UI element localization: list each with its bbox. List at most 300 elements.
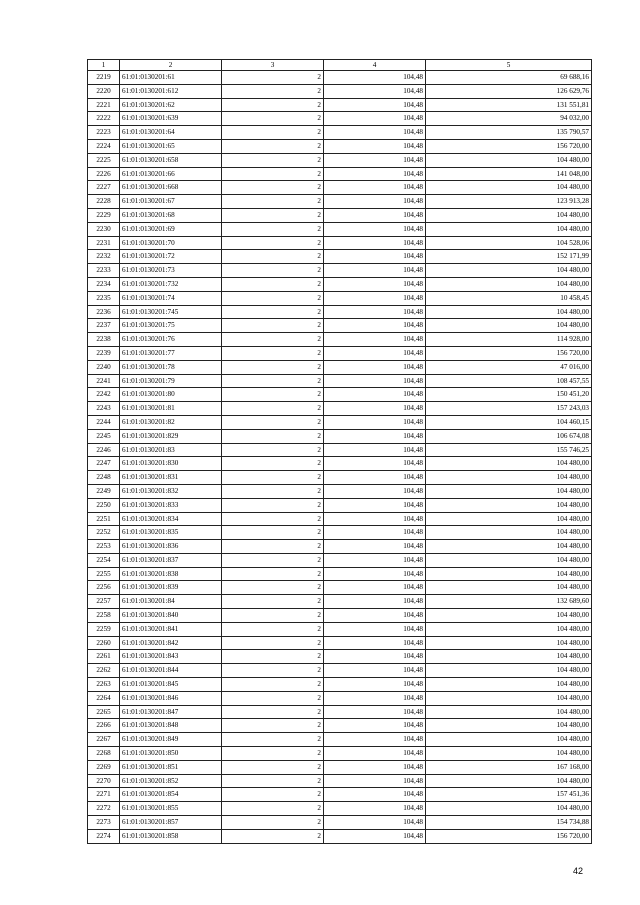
row-number-cell: 2230 [88,222,120,236]
table-row [88,526,592,540]
category-cell: 2 [222,526,324,540]
value-cell: 154 734,88 [426,816,592,830]
table-row [88,829,592,843]
row-number-cell: 2241 [88,374,120,388]
row-number-cell: 2273 [88,816,120,830]
cadastral-number-cell: 61:01:0130201:83 [120,443,222,457]
rate-cell: 104,48 [324,333,426,347]
table-row [88,333,592,347]
column-header-3: 3 [222,60,324,71]
cadastral-number-cell: 61:01:0130201:829 [120,429,222,443]
table-row [88,126,592,140]
value-cell: 104 480,00 [426,678,592,692]
cadastral-number-cell: 61:01:0130201:66 [120,167,222,181]
table-row [88,388,592,402]
rate-cell: 104,48 [324,402,426,416]
rate-cell: 104,48 [324,691,426,705]
row-number-cell: 2227 [88,181,120,195]
cadastral-number-cell: 61:01:0130201:64 [120,126,222,140]
table-row [88,139,592,153]
value-cell: 123 913,28 [426,195,592,209]
rate-cell: 104,48 [324,484,426,498]
row-number-cell: 2252 [88,526,120,540]
row-number-cell: 2247 [88,457,120,471]
row-number-cell: 2270 [88,774,120,788]
row-number-cell: 2274 [88,829,120,843]
category-cell: 2 [222,264,324,278]
rate-cell: 104,48 [324,374,426,388]
category-cell: 2 [222,567,324,581]
value-cell: 156 720,00 [426,139,592,153]
category-cell: 2 [222,98,324,112]
cadastral-number-cell: 61:01:0130201:842 [120,636,222,650]
category-cell: 2 [222,816,324,830]
cadastral-number-cell: 61:01:0130201:67 [120,195,222,209]
rate-cell: 104,48 [324,264,426,278]
cadastral-number-cell: 61:01:0130201:833 [120,498,222,512]
cadastral-number-cell: 61:01:0130201:732 [120,277,222,291]
table-row [88,346,592,360]
category-cell: 2 [222,664,324,678]
value-cell: 126 629,76 [426,84,592,98]
row-number-cell: 2235 [88,291,120,305]
cadastral-number-cell: 61:01:0130201:838 [120,567,222,581]
value-cell: 104 528,06 [426,236,592,250]
cadastral-number-cell: 61:01:0130201:831 [120,471,222,485]
table-row [88,636,592,650]
category-cell: 2 [222,139,324,153]
value-cell: 131 551,81 [426,98,592,112]
rate-cell: 104,48 [324,415,426,429]
row-number-cell: 2259 [88,622,120,636]
row-number-cell: 2248 [88,471,120,485]
cadastral-number-cell: 61:01:0130201:76 [120,333,222,347]
rate-cell: 104,48 [324,788,426,802]
value-cell: 104 480,00 [426,471,592,485]
row-number-cell: 2250 [88,498,120,512]
category-cell: 2 [222,636,324,650]
row-number-cell: 2243 [88,402,120,416]
table-row [88,471,592,485]
value-cell: 104 480,00 [426,457,592,471]
cadastral-number-cell: 61:01:0130201:830 [120,457,222,471]
value-cell: 152 171,99 [426,250,592,264]
table-header-row [88,60,592,71]
cadastral-number-cell: 61:01:0130201:847 [120,705,222,719]
category-cell: 2 [222,415,324,429]
rate-cell: 104,48 [324,719,426,733]
category-cell: 2 [222,305,324,319]
rate-cell: 104,48 [324,319,426,333]
value-cell: 104 480,00 [426,622,592,636]
table-row [88,222,592,236]
rate-cell: 104,48 [324,208,426,222]
cadastral-number-cell: 61:01:0130201:839 [120,581,222,595]
value-cell: 104 480,00 [426,484,592,498]
table-row [88,622,592,636]
category-cell: 2 [222,581,324,595]
data-table-container [87,59,591,844]
category-cell: 2 [222,457,324,471]
category-cell: 2 [222,402,324,416]
category-cell: 2 [222,319,324,333]
row-number-cell: 2225 [88,153,120,167]
value-cell: 104 480,00 [426,208,592,222]
cadastral-number-cell: 61:01:0130201:840 [120,609,222,623]
rate-cell: 104,48 [324,346,426,360]
rate-cell: 104,48 [324,181,426,195]
row-number-cell: 2258 [88,609,120,623]
rate-cell: 104,48 [324,747,426,761]
category-cell: 2 [222,360,324,374]
value-cell: 104 480,00 [426,609,592,623]
value-cell: 104 480,00 [426,181,592,195]
rate-cell: 104,48 [324,733,426,747]
value-cell: 69 688,16 [426,71,592,85]
cadastral-number-cell: 61:01:0130201:639 [120,112,222,126]
table-row [88,609,592,623]
cadastral-number-cell: 61:01:0130201:70 [120,236,222,250]
value-cell: 150 451,20 [426,388,592,402]
row-number-cell: 2234 [88,277,120,291]
value-cell: 104 480,00 [426,567,592,581]
cadastral-number-cell: 61:01:0130201:79 [120,374,222,388]
rate-cell: 104,48 [324,760,426,774]
cadastral-number-cell: 61:01:0130201:668 [120,181,222,195]
row-number-cell: 2242 [88,388,120,402]
row-number-cell: 2232 [88,250,120,264]
row-number-cell: 2221 [88,98,120,112]
rate-cell: 104,48 [324,457,426,471]
rate-cell: 104,48 [324,236,426,250]
row-number-cell: 2244 [88,415,120,429]
row-number-cell: 2260 [88,636,120,650]
rate-cell: 104,48 [324,126,426,140]
category-cell: 2 [222,388,324,402]
cadastral-number-cell: 61:01:0130201:61 [120,71,222,85]
table-row [88,484,592,498]
value-cell: 104 480,00 [426,636,592,650]
table-row [88,802,592,816]
category-cell: 2 [222,829,324,843]
category-cell: 2 [222,126,324,140]
row-number-cell: 2222 [88,112,120,126]
category-cell: 2 [222,733,324,747]
cadastral-number-cell: 61:01:0130201:81 [120,402,222,416]
cadastral-number-cell: 61:01:0130201:848 [120,719,222,733]
category-cell: 2 [222,443,324,457]
cadastral-number-cell: 61:01:0130201:65 [120,139,222,153]
row-number-cell: 2245 [88,429,120,443]
rate-cell: 104,48 [324,526,426,540]
value-cell: 104 480,00 [426,526,592,540]
value-cell: 94 032,00 [426,112,592,126]
value-cell: 104 480,00 [426,305,592,319]
row-number-cell: 2254 [88,553,120,567]
row-number-cell: 2251 [88,512,120,526]
rate-cell: 104,48 [324,636,426,650]
cadastral-number-cell: 61:01:0130201:834 [120,512,222,526]
rate-cell: 104,48 [324,388,426,402]
table-row [88,498,592,512]
row-number-cell: 2246 [88,443,120,457]
table-row [88,719,592,733]
value-cell: 132 689,60 [426,595,592,609]
table-row [88,236,592,250]
row-number-cell: 2239 [88,346,120,360]
cadastral-number-cell: 61:01:0130201:745 [120,305,222,319]
category-cell: 2 [222,71,324,85]
value-cell: 104 480,00 [426,581,592,595]
category-cell: 2 [222,195,324,209]
row-number-cell: 2223 [88,126,120,140]
rate-cell: 104,48 [324,471,426,485]
cadastral-number-cell: 61:01:0130201:84 [120,595,222,609]
row-number-cell: 2231 [88,236,120,250]
category-cell: 2 [222,471,324,485]
cadastral-number-cell: 61:01:0130201:852 [120,774,222,788]
cadastral-number-cell: 61:01:0130201:69 [120,222,222,236]
value-cell: 104 480,00 [426,802,592,816]
category-cell: 2 [222,609,324,623]
cadastral-number-cell: 61:01:0130201:837 [120,553,222,567]
value-cell: 104 480,00 [426,691,592,705]
rate-cell: 104,48 [324,650,426,664]
category-cell: 2 [222,802,324,816]
cadastral-number-cell: 61:01:0130201:843 [120,650,222,664]
table-row [88,402,592,416]
rate-cell: 104,48 [324,98,426,112]
column-header-4: 4 [324,60,426,71]
cadastral-number-cell: 61:01:0130201:836 [120,540,222,554]
value-cell: 157 243,03 [426,402,592,416]
rate-cell: 104,48 [324,802,426,816]
cadastral-number-cell: 61:01:0130201:658 [120,153,222,167]
row-number-cell: 2268 [88,747,120,761]
value-cell: 104 480,00 [426,222,592,236]
table-row [88,153,592,167]
category-cell: 2 [222,498,324,512]
row-number-cell: 2226 [88,167,120,181]
row-number-cell: 2267 [88,733,120,747]
rate-cell: 104,48 [324,84,426,98]
table-row [88,816,592,830]
category-cell: 2 [222,484,324,498]
rate-cell: 104,48 [324,816,426,830]
category-cell: 2 [222,719,324,733]
table-row [88,71,592,85]
category-cell: 2 [222,622,324,636]
cadastral-number-cell: 61:01:0130201:82 [120,415,222,429]
cadastral-number-cell: 61:01:0130201:68 [120,208,222,222]
category-cell: 2 [222,346,324,360]
cadastral-number-cell: 61:01:0130201:612 [120,84,222,98]
category-cell: 2 [222,747,324,761]
row-number-cell: 2228 [88,195,120,209]
rate-cell: 104,48 [324,250,426,264]
category-cell: 2 [222,167,324,181]
value-cell: 156 720,00 [426,346,592,360]
table-row [88,595,592,609]
table-row [88,457,592,471]
rate-cell: 104,48 [324,222,426,236]
value-cell: 104 480,00 [426,733,592,747]
category-cell: 2 [222,760,324,774]
row-number-cell: 2237 [88,319,120,333]
row-number-cell: 2264 [88,691,120,705]
row-number-cell: 2236 [88,305,120,319]
value-cell: 104 480,00 [426,719,592,733]
row-number-cell: 2229 [88,208,120,222]
value-cell: 104 480,00 [426,264,592,278]
value-cell: 104 480,00 [426,650,592,664]
rate-cell: 104,48 [324,622,426,636]
row-number-cell: 2233 [88,264,120,278]
table-row [88,250,592,264]
table-row [88,705,592,719]
rate-cell: 104,48 [324,139,426,153]
cadastral-number-cell: 61:01:0130201:846 [120,691,222,705]
category-cell: 2 [222,250,324,264]
cadastral-table [87,59,592,844]
rate-cell: 104,48 [324,705,426,719]
row-number-cell: 2219 [88,71,120,85]
table-row [88,195,592,209]
table-row [88,291,592,305]
table-row [88,760,592,774]
table-row [88,443,592,457]
cadastral-number-cell: 61:01:0130201:77 [120,346,222,360]
value-cell: 155 746,25 [426,443,592,457]
rate-cell: 104,48 [324,167,426,181]
rate-cell: 104,48 [324,678,426,692]
cadastral-number-cell: 61:01:0130201:854 [120,788,222,802]
table-row [88,84,592,98]
table-row [88,691,592,705]
table-row [88,277,592,291]
cadastral-number-cell: 61:01:0130201:62 [120,98,222,112]
row-number-cell: 2269 [88,760,120,774]
category-cell: 2 [222,277,324,291]
category-cell: 2 [222,705,324,719]
row-number-cell: 2262 [88,664,120,678]
value-cell: 104 480,00 [426,153,592,167]
value-cell: 157 451,36 [426,788,592,802]
cadastral-number-cell: 61:01:0130201:73 [120,264,222,278]
row-number-cell: 2240 [88,360,120,374]
table-row [88,374,592,388]
value-cell: 104 480,00 [426,553,592,567]
cadastral-number-cell: 61:01:0130201:835 [120,526,222,540]
table-row [88,664,592,678]
value-cell: 106 674,08 [426,429,592,443]
rate-cell: 104,48 [324,195,426,209]
rate-cell: 104,48 [324,291,426,305]
table-row [88,319,592,333]
category-cell: 2 [222,595,324,609]
table-row [88,181,592,195]
table-row [88,512,592,526]
table-row [88,678,592,692]
table-row [88,553,592,567]
value-cell: 104 480,00 [426,774,592,788]
cadastral-number-cell: 61:01:0130201:78 [120,360,222,374]
rate-cell: 104,48 [324,429,426,443]
value-cell: 104 480,00 [426,319,592,333]
table-row [88,540,592,554]
row-number-cell: 2261 [88,650,120,664]
rate-cell: 104,48 [324,71,426,85]
category-cell: 2 [222,429,324,443]
row-number-cell: 2271 [88,788,120,802]
table-row [88,112,592,126]
rate-cell: 104,48 [324,498,426,512]
rate-cell: 104,48 [324,112,426,126]
value-cell: 156 720,00 [426,829,592,843]
row-number-cell: 2238 [88,333,120,347]
category-cell: 2 [222,236,324,250]
category-cell: 2 [222,181,324,195]
rate-cell: 104,48 [324,774,426,788]
rate-cell: 104,48 [324,153,426,167]
column-header-5: 5 [426,60,592,71]
value-cell: 141 048,00 [426,167,592,181]
value-cell: 108 457,55 [426,374,592,388]
value-cell: 104 480,00 [426,277,592,291]
rate-cell: 104,48 [324,829,426,843]
value-cell: 47 016,00 [426,360,592,374]
table-row [88,567,592,581]
table-row [88,747,592,761]
value-cell: 167 168,00 [426,760,592,774]
cadastral-number-cell: 61:01:0130201:849 [120,733,222,747]
category-cell: 2 [222,208,324,222]
value-cell: 104 480,00 [426,747,592,761]
cadastral-number-cell: 61:01:0130201:855 [120,802,222,816]
rate-cell: 104,48 [324,553,426,567]
category-cell: 2 [222,84,324,98]
row-number-cell: 2257 [88,595,120,609]
rate-cell: 104,48 [324,540,426,554]
value-cell: 104 480,00 [426,664,592,678]
table-row [88,360,592,374]
cadastral-number-cell: 61:01:0130201:80 [120,388,222,402]
row-number-cell: 2272 [88,802,120,816]
table-row [88,581,592,595]
table-row [88,650,592,664]
table-row [88,264,592,278]
category-cell: 2 [222,540,324,554]
cadastral-number-cell: 61:01:0130201:851 [120,760,222,774]
row-number-cell: 2256 [88,581,120,595]
cadastral-number-cell: 61:01:0130201:858 [120,829,222,843]
rate-cell: 104,48 [324,512,426,526]
category-cell: 2 [222,333,324,347]
cadastral-number-cell: 61:01:0130201:832 [120,484,222,498]
cadastral-number-cell: 61:01:0130201:72 [120,250,222,264]
table-row [88,208,592,222]
column-header-1: 1 [88,60,120,71]
value-cell: 104 480,00 [426,498,592,512]
category-cell: 2 [222,650,324,664]
category-cell: 2 [222,553,324,567]
rate-cell: 104,48 [324,609,426,623]
category-cell: 2 [222,788,324,802]
category-cell: 2 [222,691,324,705]
value-cell: 10 458,45 [426,291,592,305]
category-cell: 2 [222,153,324,167]
rate-cell: 104,48 [324,443,426,457]
